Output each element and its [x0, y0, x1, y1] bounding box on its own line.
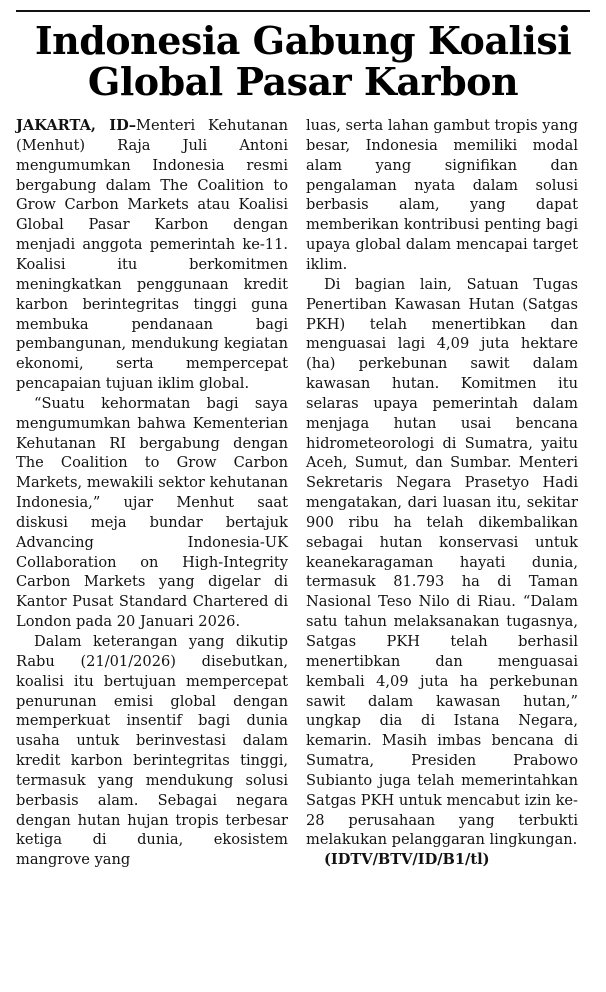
headline-line-2: Global Pasar Karbon [87, 59, 519, 105]
article-column-left [16, 116, 288, 870]
page-title [16, 18, 590, 105]
article-columns [16, 116, 590, 870]
top-rule-divider [16, 10, 590, 12]
dateline: JAKARTA, ID– [16, 117, 137, 135]
article-column-right [306, 116, 578, 870]
paragraph: “Suatu kehormatan bagi saya mengumumkan bahwa Kementerian Kehutanan RI bergabung dengan The Coalition to Grow Carbon Markets, mewakili sektor kehutanan Indonesia,” ujar Menhut saat diskusi meja bundar bertajuk Advancing Indonesia-UK Collaboration on High-Integrity Carbon Markets yang digelar di Kantor Pusat Standard Chartered di London pada 20 Januari 2026. [16, 394, 288, 631]
headline-line-1: Indonesia Gabung Koalisi [34, 18, 572, 63]
paragraph: luas, serta lahan gambut tropis yang besar, Indonesia memiliki modal alam yang signifikan dan pengalaman nyata dalam solusi berbasis alam, yang dapat memberikan kontribusi penting bagi upaya global dalam mencapai target iklim. [306, 117, 578, 273]
paragraph: Dalam keterangan yang dikutip Rabu (21/01/2026) disebutkan, koalisi itu bertujuan mempercepat penurunan emisi global dengan memperkuat insentif bagi dunia usaha untuk berinvestasi dalam kredit karbon berintegritas tinggi, termasuk yang mendukung solusi berbasis alam. Sebagai negara dengan hutan hujan tropis terbesar ketiga di dunia, ekosistem mangrove yang [16, 633, 288, 869]
paragraph-text: Menteri Kehutanan (Menhut) Raja Juli Antoni mengumumkan Indonesia resmi bergabung dalam The Coalition to Grow Carbon Markets atau Koalisi Global Pasar Karbon dengan menjadi anggota pemerintah ke-11. Koalisi itu berkomitmen meningkatkan penggunaan kredit karbon berintegritas tinggi guna membuka pendanaan bagi pembangunan, mendukung kegiatan ekonomi, serta mempercepat pencapaian tujuan iklim global. [16, 117, 288, 393]
article-signoff: (IDTV/BTV/ID/B1/tl) [324, 851, 490, 869]
paragraph: Di bagian lain, Satuan Tugas Penertiban Kawasan Hutan (Satgas PKH) telah menertibkan dan menguasai lagi 4,09 juta hektare (ha) perkebunan sawit dalam kawasan hutan. Komitmen itu selaras upaya pemerintah dalam menjaga hutan usai bencana hidrometeorologi di Sumatra, yaitu Aceh, Sumut, dan Sumbar. Menteri Sekretaris Negara Prasetyo Hadi mengatakan, dari luasan itu, sekitar 900 ribu ha telah dikembalikan sebagai hutan konservasi untuk keanekaragaman hayati dunia, termasuk 81.793 ha di Taman Nasional Teso Nilo di Riau. “Dalam satu tahun melaksanakan tugasnya, Satgas PKH telah berhasil menertibkan dan menguasai kembali 4,09 juta ha perkebunan sawit dalam kawasan hutan,” ungkap dia di Istana Negara, kemarin. Masih imbas bencana di Sumatra, Presiden Prabowo Subianto juga telah memerintahkan Satgas PKH untuk mencabut izin ke-28 perusahaan yang terbukti melakukan pelanggaran lingkungan. [306, 275, 578, 849]
paragraph [16, 116, 288, 394]
